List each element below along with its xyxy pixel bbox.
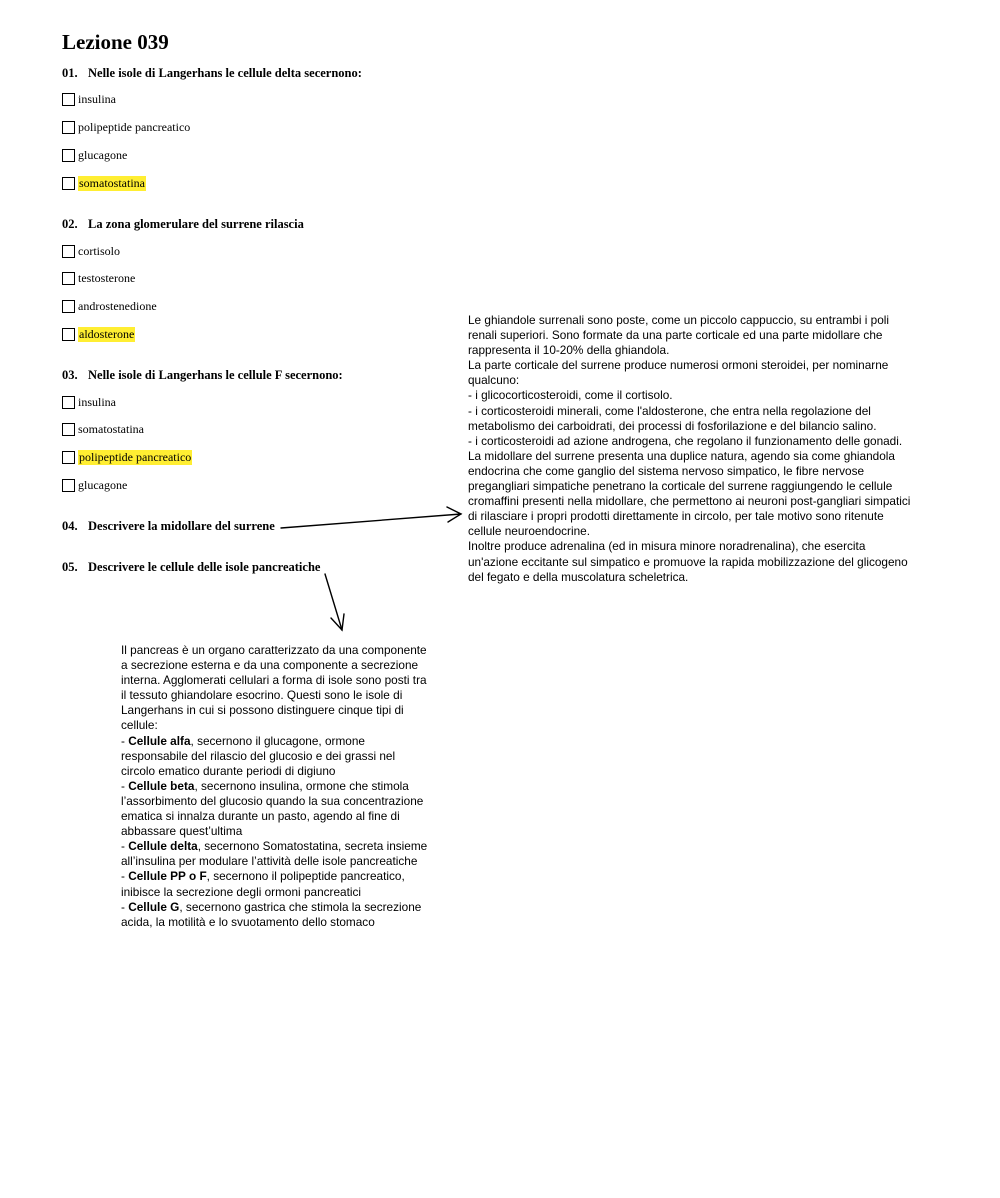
note-line: inibisce la secrezione degli ormoni pancreatici xyxy=(121,884,361,899)
bullet-dash: - xyxy=(121,733,129,748)
option-label: testosterone xyxy=(78,271,136,285)
cell-type-line xyxy=(121,900,466,915)
cell-type-name: Cellule delta xyxy=(128,839,198,854)
note-line: ematica si innalza durante un pasto, agendo al fine di xyxy=(121,809,400,824)
note-line: Il pancreas è un organo caratterizzato da una componente xyxy=(121,643,427,657)
checkbox[interactable] xyxy=(62,93,75,106)
note-line: metabolismo dei carboidrati, dei processi di fosforilazione e del bilancio salino. xyxy=(468,418,877,433)
note-line: un'azione eccitante sul simpatico e promuove la rapida mobilizzazione del glicogeno xyxy=(468,554,908,569)
cell-type-desc: , secernono insulina, ormone che stimola xyxy=(194,778,409,793)
note-line: acida, la motilità e lo svuotamento dello stomaco xyxy=(121,914,375,929)
cell-type-name: Cellule beta xyxy=(128,778,195,793)
cell-type-name: Cellule alfa xyxy=(128,733,191,748)
option-q01-b[interactable] xyxy=(62,120,190,135)
checkbox[interactable] xyxy=(62,121,75,134)
question-text: Descrivere la midollare del surrene xyxy=(88,519,275,533)
arrow-head-pancreas xyxy=(331,614,344,630)
checkbox[interactable] xyxy=(62,479,75,492)
note-line: del fegato e della muscolatura scheletrica. xyxy=(468,569,689,584)
cell-type-desc: , secernono il polipeptide pancreatico, xyxy=(206,869,405,884)
note-line: il tessuto ghiandolare esocrino. Questi sono le isole di xyxy=(121,688,403,703)
checkbox[interactable] xyxy=(62,396,75,409)
option-q01-a[interactable] xyxy=(62,92,116,107)
note-line: a secrezione esterna e da una componente a secrezione xyxy=(121,658,419,673)
option-label: somatostatina xyxy=(78,422,144,436)
note-line: di rilasciare i propri prodotti direttamente in circolo, per tale motivo sono ritenute xyxy=(468,509,884,524)
note-line: l’assorbimento del glucosio quando la sua concentrazione xyxy=(121,793,424,808)
option-label-highlighted: aldosterone xyxy=(79,327,135,341)
option-label: polipeptide pancreatico xyxy=(78,120,191,134)
question-02 xyxy=(62,217,304,232)
note-line: La parte corticale del surrene produce numerosi ormoni steroidei, per nominarne xyxy=(468,358,889,373)
arrow-to-pancreas-note xyxy=(325,574,342,630)
arrow-to-surrene-note xyxy=(281,514,461,528)
option-label: insulina xyxy=(78,395,116,409)
question-text: Descrivere le cellule delle isole pancreatiche xyxy=(88,560,321,574)
option-q02-c[interactable] xyxy=(62,299,157,314)
question-05 xyxy=(62,560,320,575)
checkbox[interactable] xyxy=(62,300,75,313)
checkbox[interactable] xyxy=(62,245,75,258)
question-01 xyxy=(62,66,362,81)
note-line: qualcuno: xyxy=(468,373,520,388)
option-q02-b[interactable] xyxy=(62,271,135,286)
note-line: interna. Agglomerati cellulari a forma di isole sono posti tra xyxy=(121,673,427,688)
option-q03-b[interactable] xyxy=(62,422,144,437)
question-text: Nelle isole di Langerhans le cellule F secernono: xyxy=(88,368,343,382)
cell-type-name: Cellule G xyxy=(128,899,180,914)
note-line: all’insulina per modulare l’attività delle isole pancreatiche xyxy=(121,854,418,869)
question-04 xyxy=(62,519,275,534)
question-number: 05. xyxy=(62,560,78,574)
cell-type-desc: , secernono il glucagone, ormone xyxy=(190,733,365,748)
checkbox[interactable] xyxy=(62,328,75,341)
answer-note-surrene xyxy=(468,313,958,585)
question-03 xyxy=(62,368,343,383)
option-q03-d[interactable] xyxy=(62,478,127,493)
note-line: renali superiori. Sono formate da una parte corticale ed una parte midollare che xyxy=(468,328,883,343)
cell-type-name: Cellule PP o F xyxy=(128,869,207,884)
note-line: rappresenta il 10-20% della ghiandola. xyxy=(468,343,670,358)
note-line: Langerhans in cui si possono distinguere cinque tipi di xyxy=(121,703,404,718)
note-line: cellule: xyxy=(121,718,158,733)
option-q01-d-correct[interactable] xyxy=(62,176,146,191)
note-line: circolo ematico durante periodi di digiuno xyxy=(121,763,336,778)
answer-note-pancreas xyxy=(121,643,466,930)
note-line: endocrina che come ganglio del sistema nervoso simpatico, le fibre nervose xyxy=(468,463,865,478)
question-text: La zona glomerulare del surrene rilascia xyxy=(88,217,304,231)
checkbox[interactable] xyxy=(62,423,75,436)
option-q02-d-correct[interactable] xyxy=(62,327,135,342)
question-number: 01. xyxy=(62,66,78,80)
checkbox[interactable] xyxy=(62,149,75,162)
cell-type-line xyxy=(121,869,466,884)
note-line: - i glicocorticosteroidi, come il cortisolo. xyxy=(468,388,673,403)
note-line: Inoltre produce adrenalina (ed in misura minore noradrenalina), che esercita xyxy=(468,539,866,554)
note-line: Le ghiandole surrenali sono poste, come un piccolo cappuccio, su entrambi i poli xyxy=(468,313,890,327)
option-q03-c-correct[interactable] xyxy=(62,450,192,465)
option-label-highlighted: somatostatina xyxy=(79,176,145,190)
option-label-highlighted: polipeptide pancreatico xyxy=(79,450,192,464)
bullet-dash: - xyxy=(121,899,129,914)
arrow-head-surrene xyxy=(447,507,461,522)
page-title: Lezione 039 xyxy=(62,30,169,54)
note-line: cellule neuroendocrine. xyxy=(468,524,590,539)
bullet-dash: - xyxy=(121,778,129,793)
option-q02-a[interactable] xyxy=(62,244,120,259)
option-label: androstenedione xyxy=(78,299,157,313)
cell-type-line xyxy=(121,734,466,749)
question-number: 04. xyxy=(62,519,78,533)
checkbox[interactable] xyxy=(62,451,75,464)
note-line: abbassare quest’ultima xyxy=(121,824,243,839)
option-q03-a[interactable] xyxy=(62,395,116,410)
question-text: Nelle isole di Langerhans le cellule delta secernono: xyxy=(88,66,362,80)
question-number: 03. xyxy=(62,368,78,382)
checkbox[interactable] xyxy=(62,177,75,190)
question-number: 02. xyxy=(62,217,78,231)
option-label: glucagone xyxy=(78,148,128,162)
note-line: - i corticosteroidi minerali, come l'aldosterone, che entra nella regolazione del xyxy=(468,403,871,418)
note-line: La midollare del surrene presenta una duplice natura, agendo sia come ghiandola xyxy=(468,448,895,463)
cell-type-desc: , secernono gastrica che stimola la secrezione xyxy=(179,899,422,914)
cell-type-line xyxy=(121,839,466,854)
option-q01-c[interactable] xyxy=(62,148,127,163)
bullet-dash: - xyxy=(121,869,129,884)
cell-type-desc: , secernono Somatostatina, secreta insieme xyxy=(197,839,428,854)
note-line: - i corticosteroidi ad azione androgena, che regolano il funzionamento delle gonadi. xyxy=(468,433,903,448)
checkbox[interactable] xyxy=(62,272,75,285)
cell-type-line xyxy=(121,779,466,794)
note-line: pregangliari simpatiche penetrano la corticale del surrene raggiungendo le cellule xyxy=(468,479,893,494)
note-line: cromaffini presenti nella midollare, che permettono ai neuroni post-gangliari simpatici xyxy=(468,494,911,509)
option-label: glucagone xyxy=(78,478,128,492)
bullet-dash: - xyxy=(121,839,129,854)
option-label: insulina xyxy=(78,92,116,106)
note-line: responsabile del rilascio del glucosio e dei grassi nel xyxy=(121,748,396,763)
option-label: cortisolo xyxy=(78,244,120,258)
